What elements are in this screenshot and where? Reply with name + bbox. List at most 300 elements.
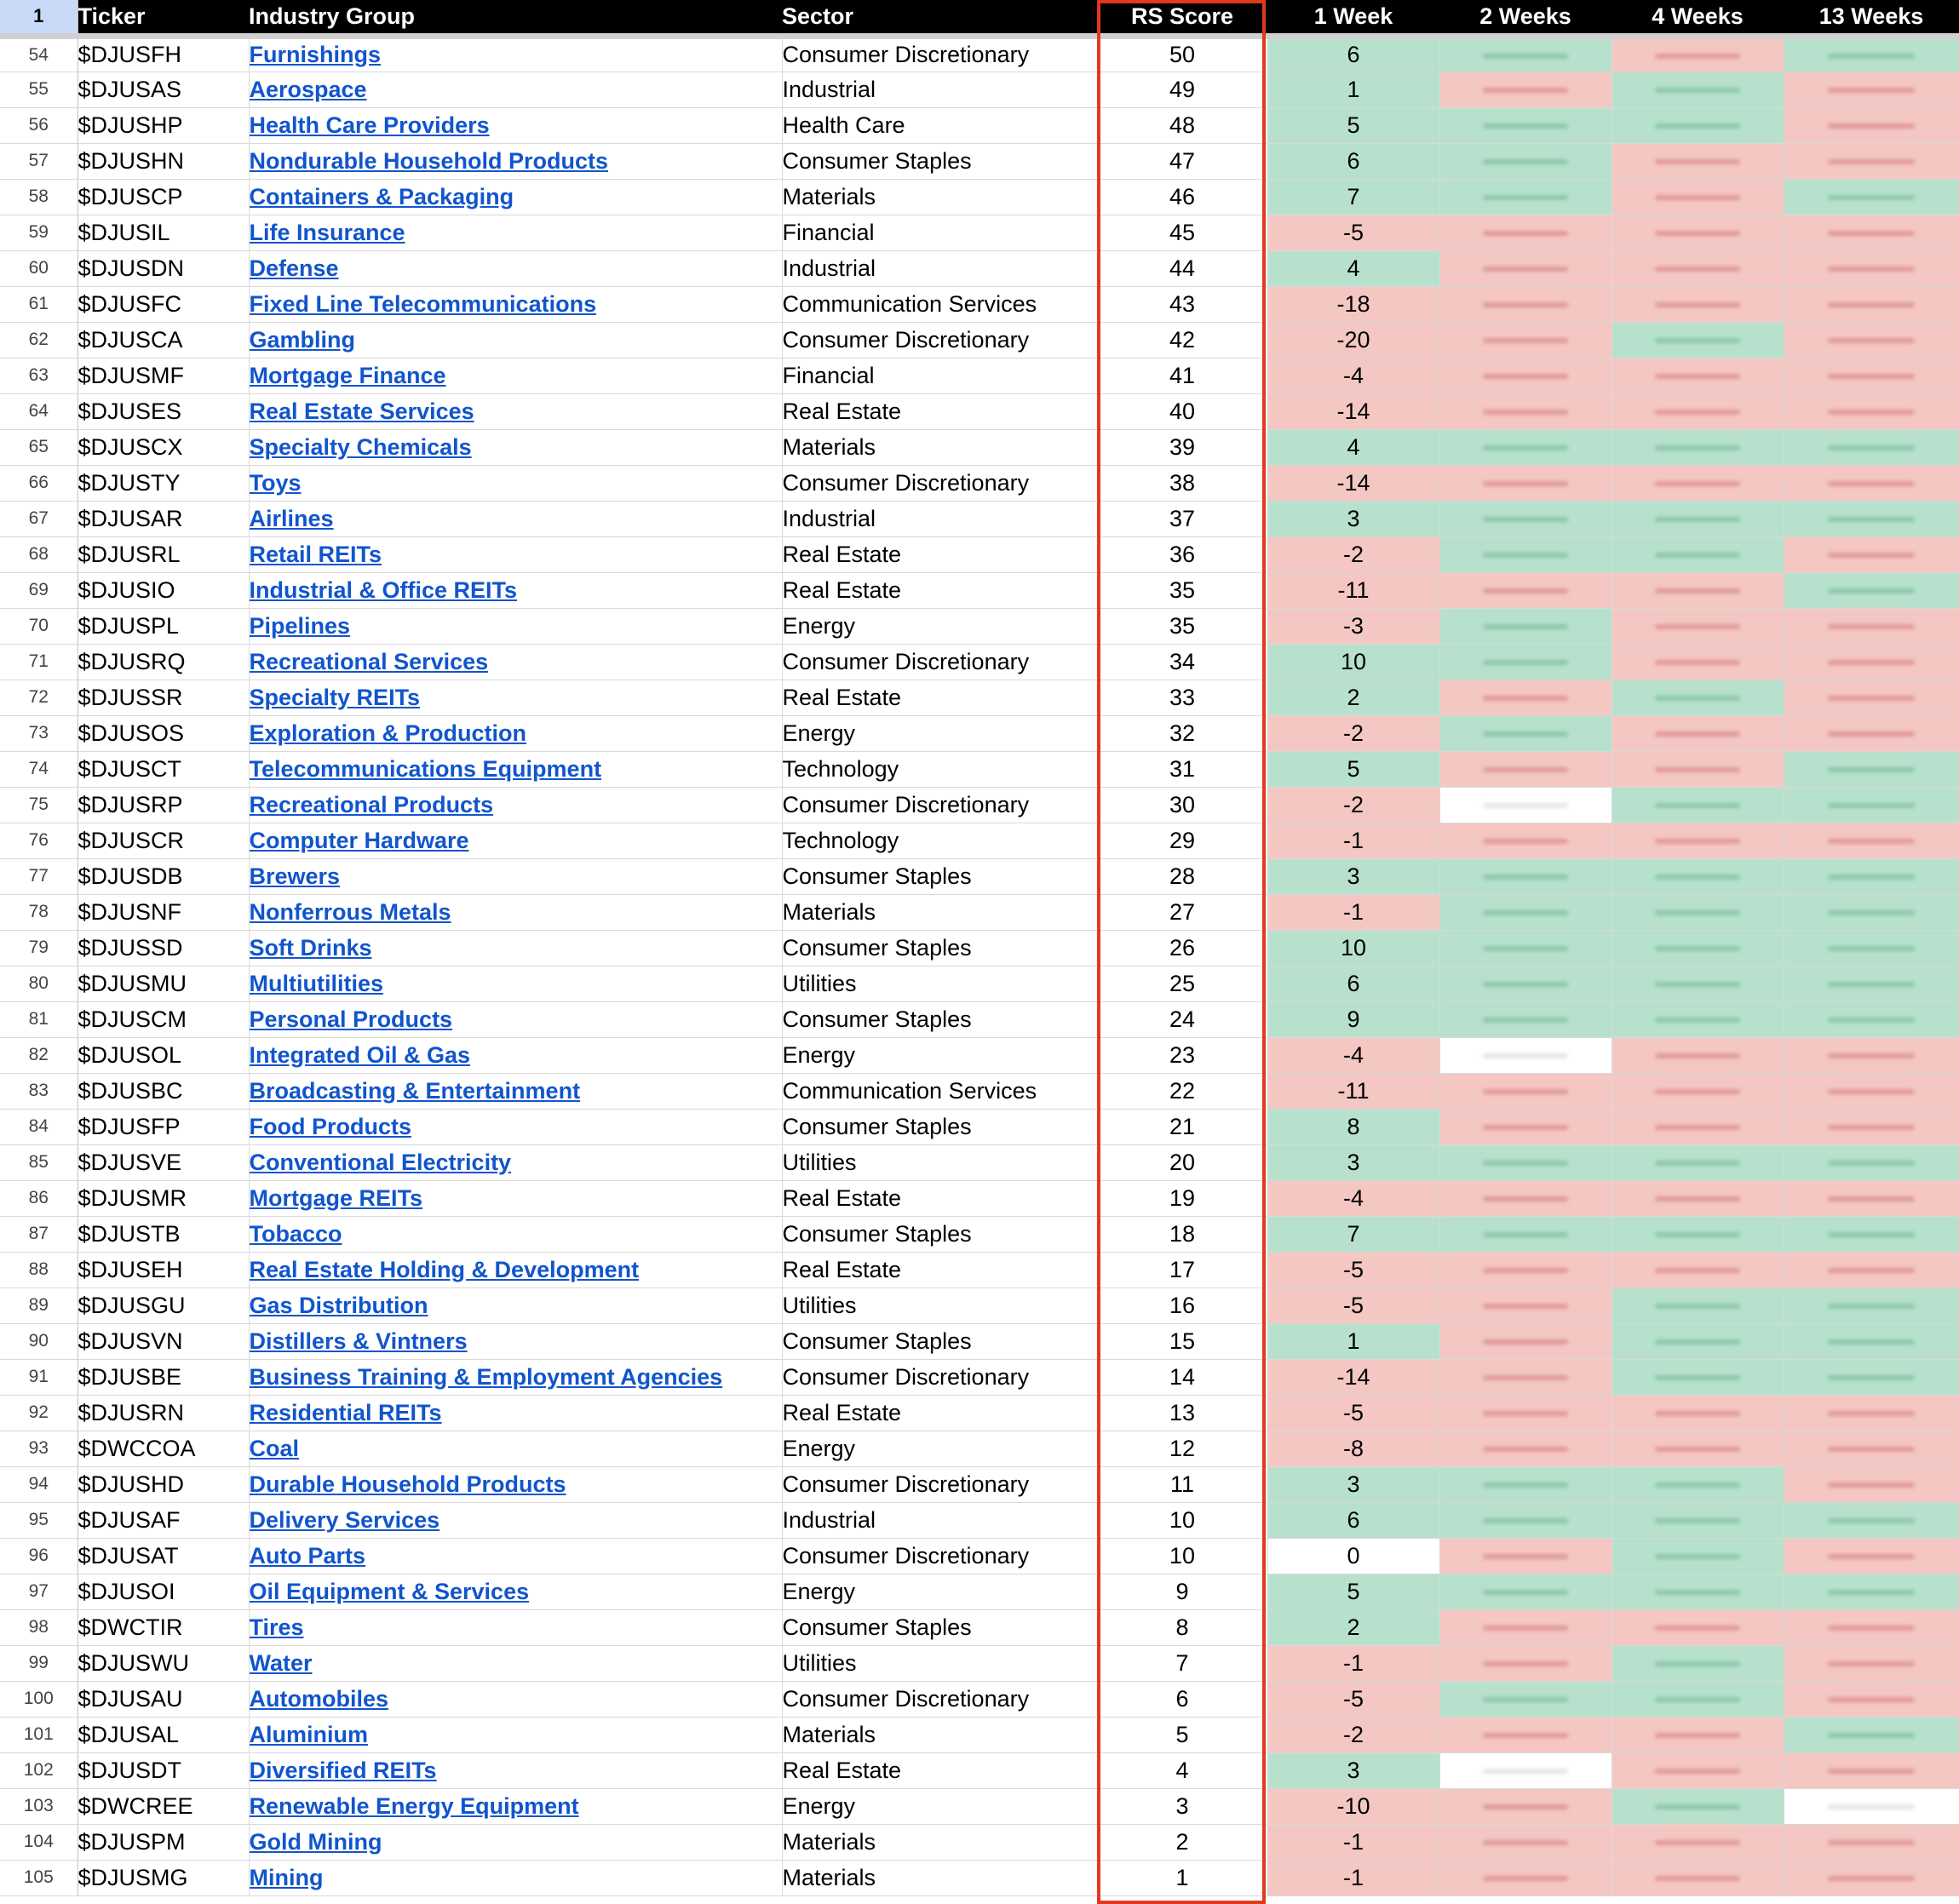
week13-change-cell[interactable] [1784, 1144, 1959, 1180]
week2-change-cell[interactable] [1439, 1681, 1611, 1717]
week13-change-cell[interactable] [1784, 393, 1959, 429]
row-number[interactable]: 56 [0, 107, 78, 143]
rs-score-cell[interactable]: 33 [1097, 680, 1267, 715]
industry-group-link[interactable]: Diversified REITs [249, 1757, 437, 1783]
week2-change-cell[interactable] [1439, 1824, 1611, 1860]
row-number[interactable]: 54 [0, 36, 78, 72]
row-number[interactable]: 102 [0, 1752, 78, 1788]
industry-group-column-header[interactable]: Industry Group [249, 0, 782, 36]
week1-change-cell[interactable]: -20 [1267, 322, 1439, 358]
industry-group-cell[interactable] [249, 179, 782, 215]
sector-cell[interactable]: Industrial [782, 1502, 1097, 1538]
row-number[interactable]: 105 [0, 1860, 78, 1895]
week4-change-cell[interactable] [1611, 1860, 1784, 1895]
week13-change-cell[interactable] [1784, 215, 1959, 250]
ticker-cell[interactable]: $DJUSAF [78, 1502, 249, 1538]
industry-group-link[interactable]: Delivery Services [249, 1506, 440, 1533]
week1-change-cell[interactable]: -2 [1267, 1717, 1439, 1752]
industry-group-link[interactable]: Aluminium [249, 1721, 368, 1747]
rs-score-cell[interactable]: 31 [1097, 751, 1267, 787]
week13-change-cell[interactable] [1784, 358, 1959, 393]
week1-change-cell[interactable]: -14 [1267, 393, 1439, 429]
sector-cell[interactable]: Energy [782, 1431, 1097, 1466]
week4-change-cell[interactable] [1611, 680, 1784, 715]
sector-cell[interactable]: Real Estate [782, 1395, 1097, 1431]
week1-change-cell[interactable]: 3 [1267, 1466, 1439, 1502]
industry-group-cell[interactable] [249, 572, 782, 608]
row-number[interactable]: 85 [0, 1144, 78, 1180]
row-number[interactable]: 74 [0, 751, 78, 787]
week13-change-cell[interactable] [1784, 322, 1959, 358]
week13-change-cell[interactable] [1784, 644, 1959, 680]
week4-change-cell[interactable] [1611, 858, 1784, 894]
week2-change-cell[interactable] [1439, 1788, 1611, 1824]
week2-change-cell[interactable] [1439, 572, 1611, 608]
sector-cell[interactable]: Materials [782, 1717, 1097, 1752]
industry-group-link[interactable]: Oil Equipment & Services [249, 1578, 530, 1604]
rs-score-cell[interactable]: 15 [1097, 1323, 1267, 1359]
industry-group-cell[interactable] [249, 608, 782, 644]
ticker-cell[interactable]: $DJUSTY [78, 465, 249, 501]
week13-change-cell[interactable] [1784, 1395, 1959, 1431]
industry-group-link[interactable]: Defense [249, 255, 339, 281]
table-row[interactable] [0, 107, 1959, 143]
table-row[interactable] [0, 465, 1959, 501]
table-row[interactable] [0, 322, 1959, 358]
row-number[interactable]: 93 [0, 1431, 78, 1466]
rs-score-cell[interactable]: 17 [1097, 1252, 1267, 1287]
rs-score-cell[interactable]: 24 [1097, 1001, 1267, 1037]
rs-score-cell[interactable]: 18 [1097, 1216, 1267, 1252]
week2-change-cell[interactable] [1439, 1287, 1611, 1323]
industry-group-link[interactable]: Gold Mining [249, 1828, 382, 1855]
week4-change-cell[interactable] [1611, 1609, 1784, 1645]
week1-change-cell[interactable]: 10 [1267, 644, 1439, 680]
rs-score-cell[interactable]: 8 [1097, 1609, 1267, 1645]
week13-change-cell[interactable] [1784, 179, 1959, 215]
industry-group-cell[interactable] [249, 465, 782, 501]
week1-change-cell[interactable]: 6 [1267, 1502, 1439, 1538]
week4-change-cell[interactable] [1611, 1395, 1784, 1431]
week13-change-cell[interactable] [1784, 1574, 1959, 1609]
rs-score-cell[interactable]: 1 [1097, 1860, 1267, 1895]
row-number[interactable]: 71 [0, 644, 78, 680]
week1-change-cell[interactable]: 1 [1267, 72, 1439, 107]
industry-group-cell[interactable] [249, 894, 782, 930]
week1-change-cell[interactable]: -11 [1267, 572, 1439, 608]
industry-group-link[interactable]: Industrial & Office REITs [249, 576, 518, 603]
rs-score-cell[interactable]: 16 [1097, 1287, 1267, 1323]
rs-score-cell[interactable]: 23 [1097, 1037, 1267, 1073]
table-row[interactable] [0, 36, 1959, 72]
rs-score-cell[interactable]: 48 [1097, 107, 1267, 143]
industry-group-cell[interactable] [249, 787, 782, 823]
industry-group-cell[interactable] [249, 1824, 782, 1860]
week2-change-cell[interactable] [1439, 1645, 1611, 1681]
week4-change-cell[interactable] [1611, 1466, 1784, 1502]
week2-change-cell[interactable] [1439, 930, 1611, 966]
sector-cell[interactable]: Materials [782, 1824, 1097, 1860]
week4-change-cell[interactable] [1611, 1502, 1784, 1538]
ticker-cell[interactable]: $DJUSPM [78, 1824, 249, 1860]
row-number[interactable]: 92 [0, 1395, 78, 1431]
week1-change-cell[interactable]: 3 [1267, 1752, 1439, 1788]
row-number[interactable]: 64 [0, 393, 78, 429]
week2-change-cell[interactable] [1439, 858, 1611, 894]
row-number[interactable]: 57 [0, 143, 78, 179]
week13-change-cell[interactable] [1784, 1645, 1959, 1681]
rs-score-cell[interactable]: 40 [1097, 393, 1267, 429]
ticker-cell[interactable]: $DWCTIR [78, 1609, 249, 1645]
week13-change-cell[interactable] [1784, 286, 1959, 322]
week1-change-cell[interactable]: -1 [1267, 1645, 1439, 1681]
table-row[interactable] [0, 143, 1959, 179]
sector-cell[interactable]: Consumer Staples [782, 1323, 1097, 1359]
row-number[interactable]: 86 [0, 1180, 78, 1216]
rs-score-cell[interactable]: 14 [1097, 1359, 1267, 1395]
week4-change-cell[interactable] [1611, 250, 1784, 286]
rs-score-cell[interactable]: 19 [1097, 1180, 1267, 1216]
week13-change-cell[interactable] [1784, 572, 1959, 608]
week13-change-cell[interactable] [1784, 536, 1959, 572]
sector-cell[interactable]: Health Care [782, 107, 1097, 143]
ticker-cell[interactable]: $DJUSGU [78, 1287, 249, 1323]
week4-change-cell[interactable] [1611, 1323, 1784, 1359]
ticker-cell[interactable]: $DJUSAT [78, 1538, 249, 1574]
week4-change-cell[interactable] [1611, 1216, 1784, 1252]
week1-change-cell[interactable]: -1 [1267, 823, 1439, 858]
rs-score-cell[interactable]: 11 [1097, 1466, 1267, 1502]
table-row[interactable] [0, 286, 1959, 322]
ticker-cell[interactable]: $DJUSBC [78, 1073, 249, 1109]
rs-score-cell[interactable]: 7 [1097, 1645, 1267, 1681]
rs-score-cell[interactable]: 38 [1097, 465, 1267, 501]
week13-change-cell[interactable] [1784, 1538, 1959, 1574]
table-row[interactable] [0, 930, 1959, 966]
rs-score-cell[interactable]: 37 [1097, 501, 1267, 536]
sector-cell[interactable]: Consumer Discretionary [782, 644, 1097, 680]
ticker-cell[interactable]: $DJUSCT [78, 751, 249, 787]
week4-change-cell[interactable] [1611, 787, 1784, 823]
week13-change-cell[interactable] [1784, 107, 1959, 143]
week2-change-cell[interactable] [1439, 1431, 1611, 1466]
week4-change-cell[interactable] [1611, 715, 1784, 751]
week2-change-cell[interactable] [1439, 250, 1611, 286]
week2-change-cell[interactable] [1439, 608, 1611, 644]
sector-cell[interactable]: Consumer Discretionary [782, 787, 1097, 823]
week1-change-cell[interactable]: -8 [1267, 1431, 1439, 1466]
table-row[interactable] [0, 1609, 1959, 1645]
table-row[interactable] [0, 501, 1959, 536]
industry-group-link[interactable]: Multiutilities [249, 970, 383, 996]
rs-score-cell[interactable]: 42 [1097, 322, 1267, 358]
row-number[interactable]: 97 [0, 1574, 78, 1609]
table-row[interactable] [0, 680, 1959, 715]
sector-cell[interactable]: Utilities [782, 1144, 1097, 1180]
week4-change-cell[interactable] [1611, 1431, 1784, 1466]
sector-cell[interactable]: Utilities [782, 1287, 1097, 1323]
industry-group-link[interactable]: Aerospace [249, 76, 367, 102]
row-number[interactable]: 94 [0, 1466, 78, 1502]
row-number[interactable]: 55 [0, 72, 78, 107]
week13-change-cell[interactable] [1784, 1359, 1959, 1395]
sector-cell[interactable]: Consumer Discretionary [782, 1681, 1097, 1717]
row-number[interactable]: 68 [0, 536, 78, 572]
industry-group-cell[interactable] [249, 322, 782, 358]
sector-cell[interactable]: Industrial [782, 250, 1097, 286]
week1-column-header[interactable]: 1 Week [1267, 0, 1439, 36]
week4-change-cell[interactable] [1611, 465, 1784, 501]
sector-cell[interactable]: Materials [782, 1860, 1097, 1895]
week1-change-cell[interactable]: 7 [1267, 1216, 1439, 1252]
week1-change-cell[interactable]: -4 [1267, 1180, 1439, 1216]
week1-change-cell[interactable]: -4 [1267, 358, 1439, 393]
row-number[interactable]: 60 [0, 250, 78, 286]
row-number[interactable]: 80 [0, 966, 78, 1001]
industry-group-link[interactable]: Personal Products [249, 1006, 453, 1032]
ticker-cell[interactable]: $DJUSFC [78, 286, 249, 322]
industry-group-cell[interactable] [249, 358, 782, 393]
table-row[interactable] [0, 823, 1959, 858]
rs-score-cell[interactable]: 36 [1097, 536, 1267, 572]
rs-score-cell[interactable]: 32 [1097, 715, 1267, 751]
sector-column-header[interactable]: Sector [782, 0, 1097, 36]
sector-cell[interactable]: Consumer Staples [782, 1109, 1097, 1144]
sector-cell[interactable]: Consumer Discretionary [782, 322, 1097, 358]
week4-change-cell[interactable] [1611, 1788, 1784, 1824]
ticker-cell[interactable]: $DJUSCA [78, 322, 249, 358]
rs-score-cell[interactable]: 5 [1097, 1717, 1267, 1752]
rs-score-cell[interactable]: 25 [1097, 966, 1267, 1001]
week13-change-cell[interactable] [1784, 858, 1959, 894]
sector-cell[interactable]: Utilities [782, 966, 1097, 1001]
industry-group-link[interactable]: Distillers & Vintners [249, 1328, 468, 1354]
ticker-cell[interactable]: $DJUSIL [78, 215, 249, 250]
row-number[interactable]: 104 [0, 1824, 78, 1860]
industry-group-cell[interactable] [249, 1359, 782, 1395]
sector-cell[interactable]: Energy [782, 715, 1097, 751]
table-row[interactable] [0, 1788, 1959, 1824]
week4-change-cell[interactable] [1611, 358, 1784, 393]
ticker-cell[interactable]: $DJUSIO [78, 572, 249, 608]
week13-change-cell[interactable] [1784, 787, 1959, 823]
week2-change-cell[interactable] [1439, 644, 1611, 680]
week4-change-cell[interactable] [1611, 1180, 1784, 1216]
table-row[interactable] [0, 429, 1959, 465]
week2-change-cell[interactable] [1439, 1073, 1611, 1109]
rs-score-cell[interactable]: 50 [1097, 36, 1267, 72]
week13-change-cell[interactable] [1784, 1323, 1959, 1359]
ticker-cell[interactable]: $DJUSBE [78, 1359, 249, 1395]
row-number[interactable]: 78 [0, 894, 78, 930]
week1-change-cell[interactable]: -1 [1267, 1824, 1439, 1860]
industry-group-link[interactable]: Broadcasting & Entertainment [249, 1077, 581, 1104]
week4-change-cell[interactable] [1611, 143, 1784, 179]
sector-cell[interactable]: Consumer Staples [782, 1609, 1097, 1645]
ticker-cell[interactable]: $DJUSAS [78, 72, 249, 107]
row-number[interactable]: 89 [0, 1287, 78, 1323]
industry-group-cell[interactable] [249, 250, 782, 286]
sector-cell[interactable]: Consumer Discretionary [782, 36, 1097, 72]
row-number[interactable]: 61 [0, 286, 78, 322]
rs-score-cell[interactable]: 35 [1097, 608, 1267, 644]
table-row[interactable] [0, 1216, 1959, 1252]
industry-group-link[interactable]: Pipelines [249, 612, 351, 639]
ticker-cell[interactable]: $DJUSMU [78, 966, 249, 1001]
week2-change-cell[interactable] [1439, 1323, 1611, 1359]
ticker-cell[interactable]: $DJUSFP [78, 1109, 249, 1144]
ticker-cell[interactable]: $DJUSFH [78, 36, 249, 72]
week1-change-cell[interactable]: -5 [1267, 215, 1439, 250]
table-row[interactable] [0, 1359, 1959, 1395]
table-row[interactable] [0, 215, 1959, 250]
table-row[interactable] [0, 1287, 1959, 1323]
table-row[interactable] [0, 1466, 1959, 1502]
week1-change-cell[interactable]: 3 [1267, 1144, 1439, 1180]
industry-group-link[interactable]: Auto Parts [249, 1542, 366, 1569]
industry-group-link[interactable]: Mortgage REITs [249, 1184, 423, 1211]
week2-change-cell[interactable] [1439, 1538, 1611, 1574]
industry-group-link[interactable]: Telecommunications Equipment [249, 755, 602, 782]
week4-change-cell[interactable] [1611, 966, 1784, 1001]
week2-change-cell[interactable] [1439, 1609, 1611, 1645]
week1-change-cell[interactable]: 4 [1267, 250, 1439, 286]
week13-change-cell[interactable] [1784, 1609, 1959, 1645]
row-number[interactable]: 95 [0, 1502, 78, 1538]
industry-group-cell[interactable] [249, 1216, 782, 1252]
week13-change-cell[interactable] [1784, 1466, 1959, 1502]
week1-change-cell[interactable]: 10 [1267, 930, 1439, 966]
week4-change-cell[interactable] [1611, 72, 1784, 107]
week4-change-cell[interactable] [1611, 393, 1784, 429]
week2-column-header[interactable]: 2 Weeks [1439, 0, 1611, 36]
ticker-column-header[interactable]: Ticker [78, 0, 249, 36]
industry-group-cell[interactable] [249, 1860, 782, 1895]
table-row[interactable] [0, 1502, 1959, 1538]
week2-change-cell[interactable] [1439, 465, 1611, 501]
ticker-cell[interactable]: $DJUSWU [78, 1645, 249, 1681]
rs-score-cell[interactable]: 41 [1097, 358, 1267, 393]
ticker-cell[interactable]: $DJUSNF [78, 894, 249, 930]
week4-change-cell[interactable] [1611, 322, 1784, 358]
rs-score-cell[interactable]: 13 [1097, 1395, 1267, 1431]
week2-change-cell[interactable] [1439, 143, 1611, 179]
rs-score-cell[interactable]: 22 [1097, 1073, 1267, 1109]
industry-group-cell[interactable] [249, 1037, 782, 1073]
industry-group-cell[interactable] [249, 1431, 782, 1466]
industry-group-link[interactable]: Food Products [249, 1113, 411, 1139]
industry-group-link[interactable]: Retail REITs [249, 541, 382, 567]
week2-change-cell[interactable] [1439, 1216, 1611, 1252]
row-number[interactable]: 70 [0, 608, 78, 644]
week1-change-cell[interactable]: -5 [1267, 1681, 1439, 1717]
week2-change-cell[interactable] [1439, 1574, 1611, 1609]
ticker-cell[interactable]: $DJUSDB [78, 858, 249, 894]
week1-change-cell[interactable]: 2 [1267, 680, 1439, 715]
industry-group-cell[interactable] [249, 680, 782, 715]
sector-cell[interactable]: Energy [782, 1574, 1097, 1609]
sector-cell[interactable]: Real Estate [782, 536, 1097, 572]
rs-score-cell[interactable]: 44 [1097, 250, 1267, 286]
industry-group-link[interactable]: Specialty REITs [249, 684, 421, 710]
row-number[interactable]: 63 [0, 358, 78, 393]
week4-change-cell[interactable] [1611, 1144, 1784, 1180]
table-row[interactable] [0, 1538, 1959, 1574]
industry-group-link[interactable]: Containers & Packaging [249, 183, 514, 209]
table-row[interactable] [0, 250, 1959, 286]
week2-change-cell[interactable] [1439, 1466, 1611, 1502]
week1-change-cell[interactable]: -5 [1267, 1252, 1439, 1287]
week1-change-cell[interactable]: -18 [1267, 286, 1439, 322]
week13-change-cell[interactable] [1784, 1752, 1959, 1788]
row-number[interactable]: 79 [0, 930, 78, 966]
row-number[interactable]: 59 [0, 215, 78, 250]
industry-group-cell[interactable] [249, 1323, 782, 1359]
week1-change-cell[interactable]: -10 [1267, 1788, 1439, 1824]
week4-change-cell[interactable] [1611, 1752, 1784, 1788]
rs-score-cell[interactable]: 29 [1097, 823, 1267, 858]
industry-group-cell[interactable] [249, 1466, 782, 1502]
industry-group-cell[interactable] [249, 751, 782, 787]
row-number[interactable]: 100 [0, 1681, 78, 1717]
ticker-cell[interactable]: $DJUSCM [78, 1001, 249, 1037]
week1-change-cell[interactable]: -2 [1267, 787, 1439, 823]
week2-change-cell[interactable] [1439, 358, 1611, 393]
sector-cell[interactable]: Materials [782, 894, 1097, 930]
week13-change-cell[interactable] [1784, 1502, 1959, 1538]
table-row[interactable] [0, 966, 1959, 1001]
rs-score-cell[interactable]: 35 [1097, 572, 1267, 608]
sector-cell[interactable]: Real Estate [782, 1252, 1097, 1287]
week4-column-header[interactable]: 4 Weeks [1611, 0, 1784, 36]
ticker-cell[interactable]: $DJUSRL [78, 536, 249, 572]
industry-group-cell[interactable] [249, 36, 782, 72]
sector-cell[interactable]: Communication Services [782, 1073, 1097, 1109]
sector-cell[interactable]: Consumer Discretionary [782, 1466, 1097, 1502]
table-row[interactable] [0, 1073, 1959, 1109]
industry-group-link[interactable]: Real Estate Services [249, 398, 474, 424]
week4-change-cell[interactable] [1611, 501, 1784, 536]
industry-group-cell[interactable] [249, 107, 782, 143]
table-row[interactable] [0, 715, 1959, 751]
industry-group-cell[interactable] [249, 1287, 782, 1323]
table-row[interactable] [0, 787, 1959, 823]
industry-group-cell[interactable] [249, 1717, 782, 1752]
table-row[interactable] [0, 1180, 1959, 1216]
sector-cell[interactable]: Real Estate [782, 1180, 1097, 1216]
week4-change-cell[interactable] [1611, 429, 1784, 465]
ticker-cell[interactable]: $DJUSHP [78, 107, 249, 143]
week2-change-cell[interactable] [1439, 322, 1611, 358]
rs-score-cell[interactable]: 28 [1097, 858, 1267, 894]
table-row[interactable] [0, 72, 1959, 107]
industry-group-link[interactable]: Conventional Electricity [249, 1149, 512, 1175]
week4-change-cell[interactable] [1611, 215, 1784, 250]
industry-group-link[interactable]: Exploration & Production [249, 720, 527, 746]
sector-cell[interactable]: Technology [782, 823, 1097, 858]
table-row[interactable] [0, 358, 1959, 393]
week13-change-cell[interactable] [1784, 715, 1959, 751]
week4-change-cell[interactable] [1611, 751, 1784, 787]
ticker-cell[interactable]: $DWCREE [78, 1788, 249, 1824]
industry-group-link[interactable]: Automobiles [249, 1685, 389, 1712]
table-row[interactable] [0, 858, 1959, 894]
rs-score-cell[interactable]: 46 [1097, 179, 1267, 215]
week13-change-cell[interactable] [1784, 465, 1959, 501]
sector-cell[interactable]: Consumer Discretionary [782, 1538, 1097, 1574]
week2-change-cell[interactable] [1439, 823, 1611, 858]
rs-score-column-header[interactable]: RS Score [1097, 0, 1267, 36]
